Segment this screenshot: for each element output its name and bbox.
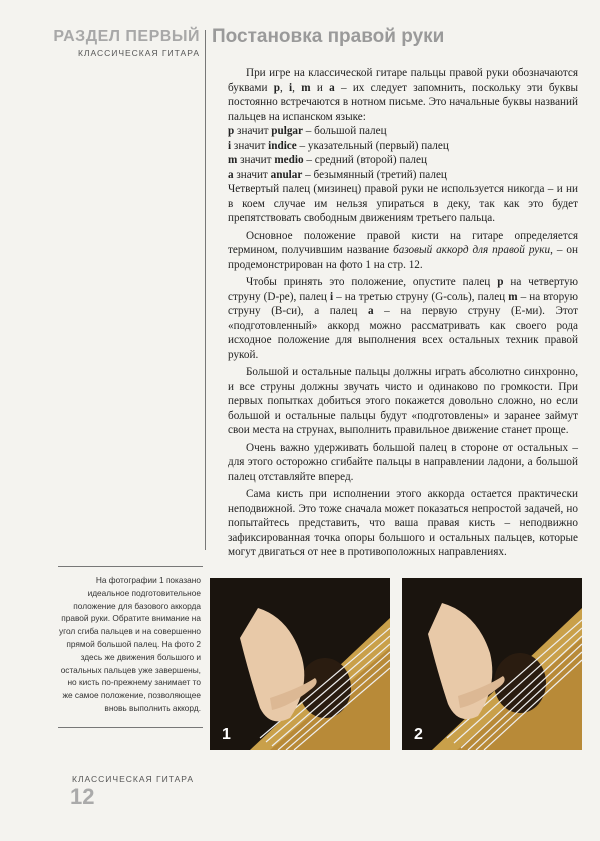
section-subtitle: КЛАССИЧЕСКАЯ ГИТАРА [77, 48, 200, 58]
finger-definition: i значит indice – указательный (первый) палец [228, 139, 449, 152]
paragraph-4: Чтобы принять это положение, опустите палец p на четвертую струну (D-ре), палец i – на третью струну (G-соль), палец m – на вторую струну (B-си), а палец a – на первую струну (E-ми). Этот «подготовленный» аккорд можно рассматривать как своего рода исходное положение для выполнения всех остальных техник правой рукой. [228, 276, 578, 361]
section-header [0, 28, 200, 58]
paragraph-3: Основное положение правой кисти на гитаре определяется термином, получившим название базовый аккорд для правой руки, – он продемонстрирован на фото 1 на стр. 12. [228, 229, 578, 271]
paragraph-7: Сама кисть при исполнении этого аккорда остается практически неподвижной. Это тоже сначала может показаться непростой задачей, но попытайтесь представить, что ваша правая кисть – неподвижно зафиксированная точка опоры большого и остальных пальцев, которые могут двигаться от нее в противоположных направлениях. [228, 488, 578, 558]
paragraph-6: Очень важно удерживать большой палец в стороне от остальных – для этого осторожно сгибайте пальцы в направлении ладони, а большой палец отставляйте вперед. [228, 441, 578, 483]
paragraph-1: При игре на классической гитаре пальцы правой руки обозначаются буквами p, i, m и a – их следует запомнить, поскольку эти буквы постоянно встречаются в нотном письме. Это начальные буквы названий пальцев на испанском языке: [228, 67, 579, 123]
photo-2 [402, 578, 582, 750]
finger-definition: m значит medio – средний (второй) палец [228, 154, 427, 166]
paragraph-2: Четвертый палец (мизинец) правой руки не используется никогда – и ни в коем случае им нельзя упираться в деку, так как это будет препятствовать свободным движениям третьего пальца. [228, 183, 578, 224]
guitar-hand-image [210, 578, 390, 750]
paragraph-5: Большой и остальные пальцы должны играть абсолютно синхронно, и все струны должны звучать чисто и одинаково по громкости. При первых попытках добиться этого покажется довольно сложно, но если большой и остальные пальцы будут «подготовлены» и заранее займут свои места на струнах, выполнить правильное движение станет проще. [228, 366, 578, 436]
page-title: Постановка правой руки [212, 26, 445, 47]
body-text [228, 66, 578, 560]
page-number: 12 [70, 784, 95, 809]
caption-divider-bottom [58, 727, 203, 728]
vertical-divider [205, 30, 206, 550]
finger-definition: p значит pulgar – большой палец [228, 125, 387, 137]
photo-1 [210, 578, 390, 750]
footer-label: КЛАССИЧЕСКАЯ ГИТАРА [72, 774, 195, 784]
guitar-hand-image [402, 578, 582, 750]
photo-caption: На фотографии 1 показано идеальное подготовительное положение для базового аккорда правой руки. Обратите внимание на угол сгиба пальцев и на совершенно прямой большой палец. На фото 2 здесь же движения большого и остальных пальцев уже завершены, но кисть по-прежнему занимает то же самое положение, позволяющее вновь выполнить аккорд. [58, 575, 201, 713]
caption-divider-top [58, 566, 203, 567]
finger-definition: a значит anular – безымянный (третий) палец [228, 168, 447, 181]
photo-number: 1 [222, 726, 231, 743]
section-title: РАЗДЕЛ ПЕРВЫЙ [53, 28, 200, 45]
photo-number: 2 [414, 726, 423, 743]
